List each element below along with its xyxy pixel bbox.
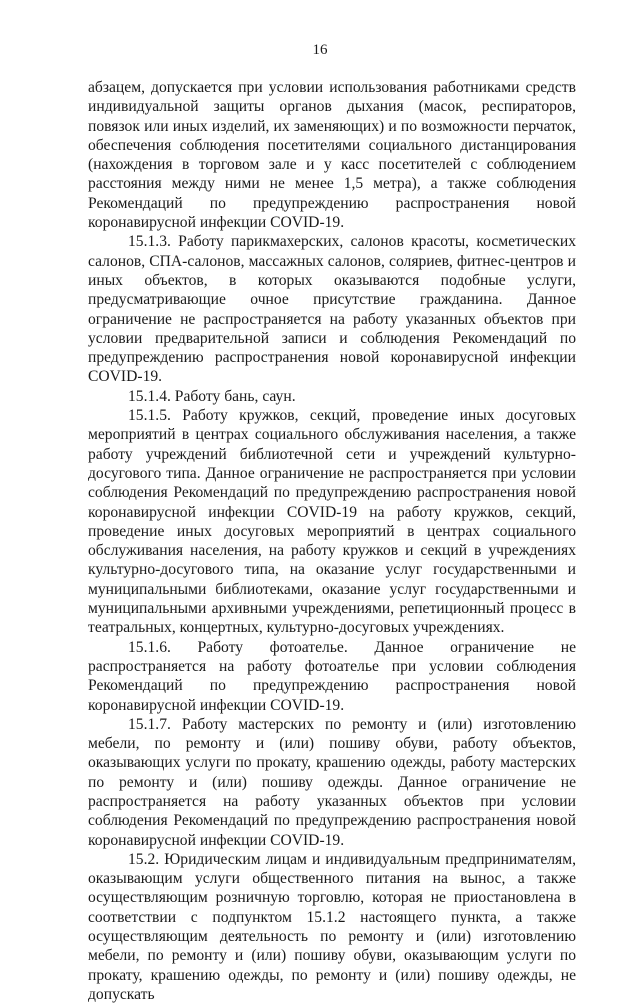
document-body (88, 78, 576, 1004)
paragraph-continuation: абзацем, допускается при условии использования работниками средств индивидуальной защиты органов дыхания (масок, респираторов, повязок или иных изделий, их заменяющих) и по возможности перчаток, обеспечения соблюдения посетителями социального дистанцирования (нахождения в торговом зале и у касс посетителей с соблюдением расстояния между ними не менее 1,5 метра), а также соблюдения Рекомендаций по предупреждению распространения новой коронавирусной инфекции COVID-19. (88, 79, 576, 232)
paragraph-15-1-3: 15.1.3. Работу парикмахерских, салонов красоты, косметических салонов, СПА-салонов, массажных салонов, соляриев, фитнес-центров и иных объектов, в которых оказываются подобные услуги, предусматривающие очное присутствие гражданина. Данное ограничение не распространяется на работу указанных объектов при условии предварительной записи и соблюдения Рекомендаций по предупреждению распространения новой коронавирусной инфекции COVID-19. (88, 233, 576, 386)
page-number: 16 (312, 42, 328, 58)
paragraph-15-1-7: 15.1.7. Работу мастерских по ремонту и (или) изготовлению мебели, по ремонту и (или) пошиву обуви, работу объектов, оказывающих услуги по прокату, крашению одежды, работу мастерских по ремонту и (или) пошиву одежды. Данное ограничение не распространяется на работу указанных объектов при условии соблюдения Рекомендаций по предупреждению распространения новой коронавирусной инфекции COVID-19. (88, 715, 576, 849)
paragraph-15-2: 15.2. Юридическим лицам и индивидуальным предпринимателям, оказывающим услуги общественного питания на вынос, а также осуществляющим розничную торговлю, которая не приостановлена в соответствии с подпунктом 15.1.2 настоящего пункта, а также осуществляющим деятельность по ремонту и (или) изготовлению мебели, по ремонту и (или) пошиву обуви, оказывающим услуги по прокату, крашению одежды, по ремонту и (или) пошиву одежды, не допускать (88, 850, 576, 1003)
paragraph-15-1-4: 15.1.4. Работу бань, саун. (128, 387, 296, 405)
paragraph-15-1-6: 15.1.6. Работу фотоателье. Данное ограничение не распространяется на работу фотоателье при условии соблюдения Рекомендаций по предупреждению распространения новой коронавирусной инфекции COVID-19. (88, 638, 576, 714)
paragraph-15-1-5: 15.1.5. Работу кружков, секций, проведение иных досуговых мероприятий в центрах социального обслуживания населения, а также работу учреждений библиотечной сети и учреждений культурно-досугового типа. Данное ограничение не распространяется при условии соблюдения Рекомендаций по предупреждению распространения новой коронавирусной инфекции COVID-19 на работу кружков, секций, проведение иных досуговых мероприятий в центрах социального обслуживания населения, на работу кружков и секций в учреждениях культурно-досугового типа, на оказание услуг государственными и муниципальными библиотеками, оказание услуг государственными и муниципальными архивными учреждениями, репетиционный процесс в театральных, концертных, культурно-досуговых учреждениях. (88, 407, 576, 637)
